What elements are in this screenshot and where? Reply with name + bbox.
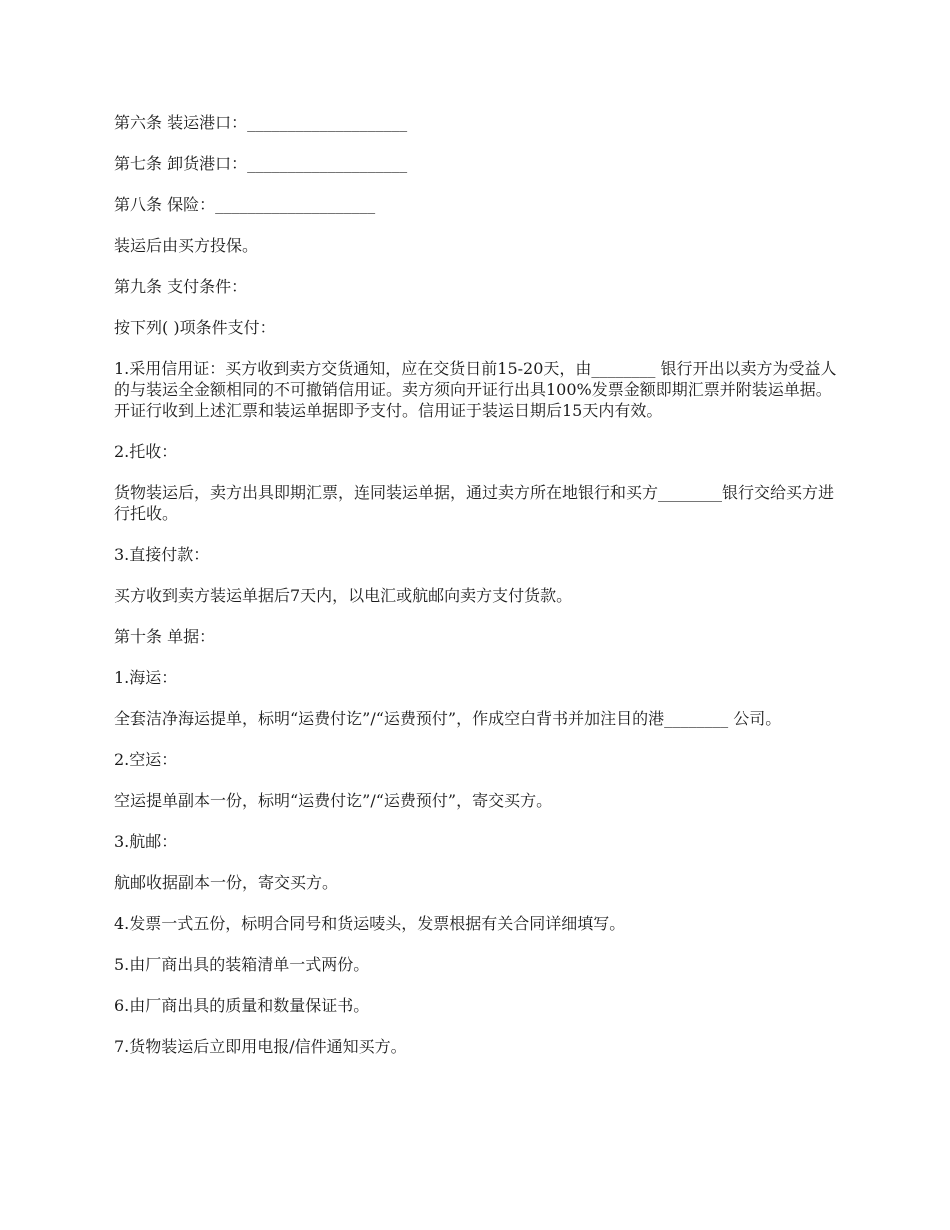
clause-8-insurance: 第八条 保险：____________________ <box>114 195 376 214</box>
documents-air-text: 空运提单副本一份，标明“运费付讫”/“运费预付”，寄交买方。 <box>114 791 553 810</box>
insurance-note: 装运后由买方投保。 <box>114 236 259 255</box>
payment-collection-heading: 2.托收： <box>114 442 178 461</box>
documents-shipment-notice: 7.货物装运后立即用电报/信件通知买方。 <box>114 1037 407 1056</box>
documents-air-heading: 2.空运： <box>114 750 178 769</box>
documents-sea-text: 全套洁净海运提单，标明“运费付讫”/“运费预付”，作成空白背书并加注目的港________ 公司。 <box>114 709 782 728</box>
clause-10-documents: 第十条 单据： <box>114 627 216 646</box>
document-body <box>114 112 840 1077</box>
clause-9-payment-terms: 第九条 支付条件： <box>114 277 248 296</box>
payment-letter-of-credit: 1.采用信用证：买方收到卖方交货通知，应在交货日前15-20天，由________ 银行开出以卖方为受益人的与装运全金额相同的不可撤销信用证。卖方须向开证行出具100%发票金额即期汇票并附装运单据。开证行收到上述汇票和装运单据即予支付。信用证于装运日期后15天内有效。 <box>114 359 837 420</box>
payment-collection-text: 货物装运后，卖方出具即期汇票，连同装运单据，通过卖方所在地银行和买方________银行交给买方进行托收。 <box>114 483 835 523</box>
clause-7-unloading-port: 第七条 卸货港口：____________________ <box>114 154 408 173</box>
payment-direct-text: 买方收到卖方装运单据后7天内，以电汇或航邮向卖方支付货款。 <box>114 586 573 605</box>
payment-option-intro: 按下列( )项条件支付： <box>114 318 276 337</box>
documents-quality-certificate: 6.由厂商出具的质量和数量保证书。 <box>114 996 370 1015</box>
payment-direct-heading: 3.直接付款： <box>114 545 210 564</box>
documents-invoice: 4.发票一式五份，标明合同号和货运唛头，发票根据有关合同详细填写。 <box>114 914 626 933</box>
documents-sea-heading: 1.海运： <box>114 668 178 687</box>
clause-6-loading-port: 第六条 装运港口：____________________ <box>114 113 408 132</box>
documents-mail-text: 航邮收据副本一份，寄交买方。 <box>114 873 339 892</box>
documents-mail-heading: 3.航邮： <box>114 832 178 851</box>
documents-packing-list: 5.由厂商出具的装箱清单一式两份。 <box>114 955 370 974</box>
